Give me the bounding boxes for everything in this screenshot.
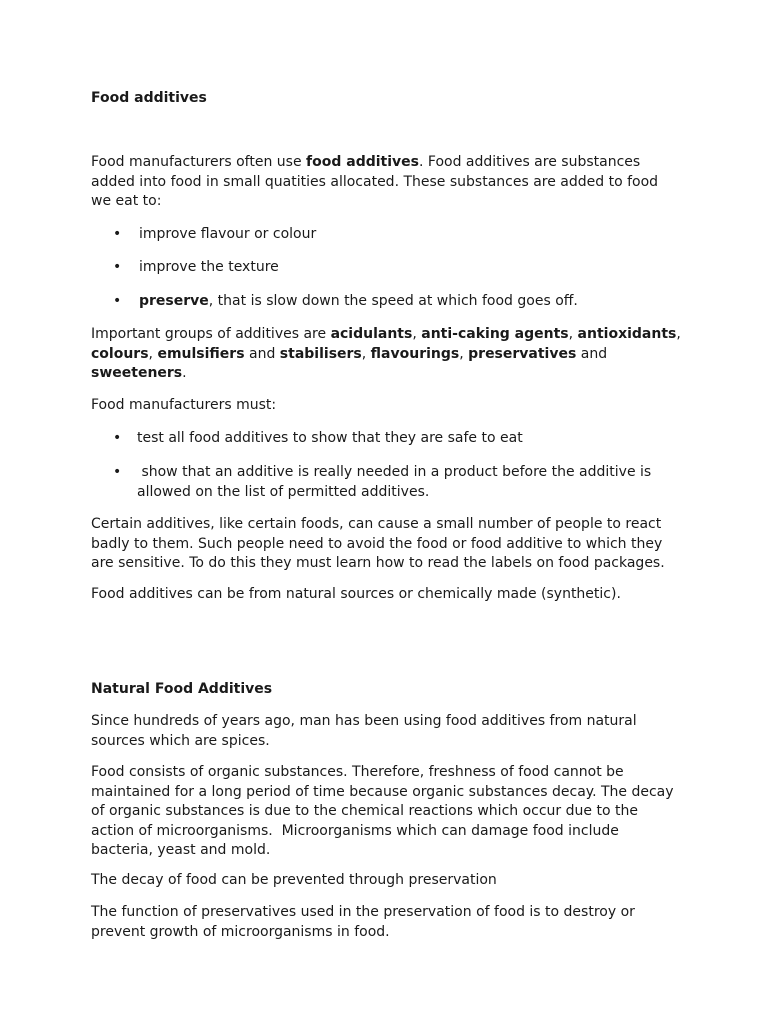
document-title: Food additives xyxy=(91,90,207,106)
conjunction: and xyxy=(244,345,280,362)
groups-lead: Important groups of additives are xyxy=(91,326,331,342)
list-item xyxy=(113,429,681,449)
list-item-text xyxy=(113,292,681,312)
bullet-icon: • xyxy=(113,430,122,446)
separator: , xyxy=(361,345,371,362)
natural-paragraph-1: Since hundreds of years ago, man has been using food additives from natural sources which are spices. xyxy=(91,713,637,749)
term-preservatives: preservatives xyxy=(468,345,577,362)
bullet-icon: • xyxy=(113,293,122,309)
list-item xyxy=(113,225,681,245)
list-item-text: test all food additives to show that they are safe to eat xyxy=(137,430,523,446)
list-item-text: improve flavour or colour xyxy=(139,226,317,242)
separator: , xyxy=(459,345,469,362)
bullet-icon: • xyxy=(113,259,122,275)
term-preserve: preserve xyxy=(139,293,209,309)
groups-paragraph xyxy=(91,325,681,384)
period: . xyxy=(182,365,187,381)
term-acidulants: acidulants xyxy=(330,326,413,342)
natural-paragraph-3: The decay of food can be prevented through preservation xyxy=(91,872,497,888)
separator: , xyxy=(568,326,578,342)
section-heading-natural: Natural Food Additives xyxy=(91,681,273,697)
term-colours: colours xyxy=(91,345,149,362)
bullet-icon: • xyxy=(113,464,122,480)
intro-text-rest: . Food additives are substances added into food in small quatities allocated. These substances are added to food we eat to: xyxy=(91,154,659,209)
term-stabilisers: stabilisers xyxy=(279,345,362,362)
term-flavourings: flavourings xyxy=(370,345,460,362)
list-item-text: show that an additive is really needed in a product before the additive is allowed on the list of permitted additives. xyxy=(137,464,656,500)
separator: , xyxy=(676,326,681,342)
bullet-icon: • xyxy=(113,226,122,242)
list-item-rest: , that is slow down the speed at which food goes off. xyxy=(208,293,578,309)
separator: , xyxy=(412,326,422,342)
list-item xyxy=(113,258,681,278)
term-antioxidants: antioxidants xyxy=(577,326,677,342)
intro-term-food-additives: food additives xyxy=(306,154,419,170)
list-item xyxy=(113,463,681,502)
list-item-text: improve the texture xyxy=(139,259,279,275)
term-sweeteners: sweeteners xyxy=(91,365,183,381)
conjunction: and xyxy=(576,345,608,362)
term-emulsifiers: emulsifiers xyxy=(157,345,245,362)
list-item xyxy=(113,292,681,312)
natural-paragraph-4: The function of preservatives used in the preservation of food is to destroy or prevent growth of microorganisms in food. xyxy=(91,904,635,940)
separator: , xyxy=(148,345,158,362)
intro-text-start: Food manufacturers often use xyxy=(91,154,307,170)
sources-paragraph: Food additives can be from natural sources or chemically made (synthetic). xyxy=(91,586,621,602)
intro-paragraph xyxy=(91,153,681,212)
term-anti-caking-agents: anti-caking agents xyxy=(421,326,569,342)
must-lead-paragraph: Food manufacturers must: xyxy=(91,397,277,413)
natural-paragraph-2: Food consists of organic substances. Therefore, freshness of food cannot be maintained for a long period of time because organic substances decay. The decay of organic substances is due to the chemical reactions which occur due to the action of microorganisms. Microorganisms which can damage food include bacteria, yeast and mold. xyxy=(91,764,678,858)
sensitivity-paragraph: Certain additives, like certain foods, can cause a small number of people to react badly to them. Such people need to avoid the food or food additive to which they are sensitive. To do this they must learn how to read the labels on food packages. xyxy=(91,516,665,571)
